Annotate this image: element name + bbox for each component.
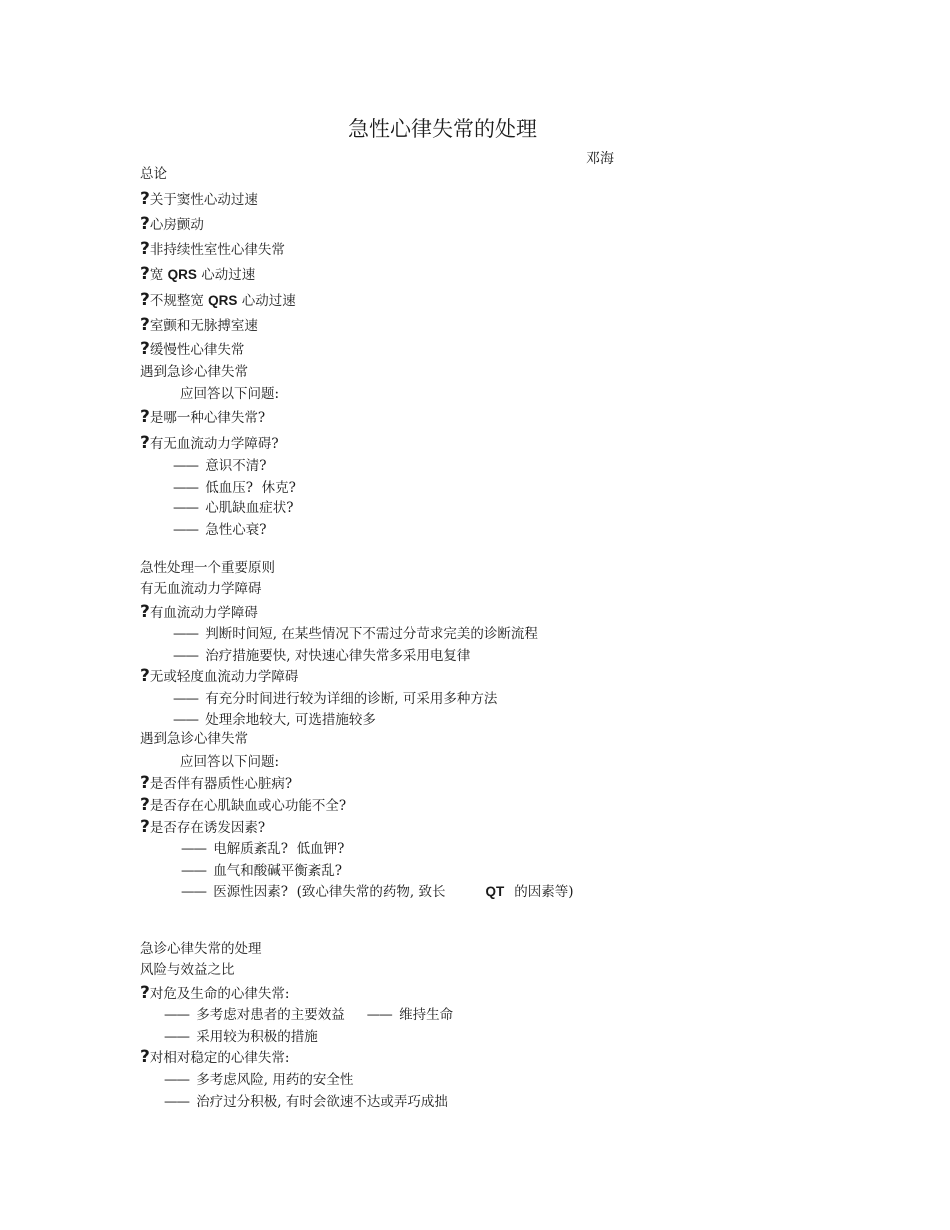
sub-list-item: —— 处理余地较大, 可选措施较多 (173, 712, 376, 728)
list-item: ?非持续性室性心律失常 (140, 239, 285, 259)
sub-list-item: —— 多考虑风险, 用药的安全性 (164, 1072, 354, 1088)
section-heading-er1: 遇到急诊心律失常 (140, 364, 248, 380)
list-item: ?不规整宽 QRS 心动过速 (140, 290, 296, 310)
sub-list-item: —— 有充分时间进行较为详细的诊断, 可采用多种方法 (173, 691, 498, 707)
list-item: ?是否伴有器质性心脏病? (140, 773, 293, 793)
list-item: ?缓慢性心律失常 (140, 339, 245, 359)
sub-list-item: —— 治疗措施要快, 对快速心律失常多采用电复律 (173, 648, 471, 664)
sub-list-item: —— 多考虑对患者的主要效益 —— 维持生命 (164, 1007, 454, 1023)
sub-list-item: —— 血气和酸碱平衡紊乱? (181, 863, 343, 879)
list-item: ?无或轻度血流动力学障碍 (140, 666, 299, 686)
list-item: ?有无血流动力学障碍? (140, 433, 279, 453)
list-item: ?对危及生命的心律失常: (140, 983, 290, 1003)
section-subheading: 有无血流动力学障碍 (140, 581, 262, 597)
sub-list-item: —— 医源性因素? (致心律失常的药物, 致长 QT 的因素等) (181, 884, 574, 900)
section-heading-overview: 总论 (140, 166, 167, 182)
document-author: 邓海 (586, 151, 614, 167)
sub-list-item: —— 低血压? 休克? (173, 480, 296, 496)
sub-list-item: —— 采用较为积极的措施 (164, 1029, 318, 1045)
section-intro: 应回答以下问题: (180, 754, 280, 770)
list-item: ?宽 QRS 心动过速 (140, 264, 256, 284)
sub-list-item: —— 电解质紊乱? 低血钾? (181, 841, 345, 857)
sub-list-item: —— 急性心衰? (173, 522, 267, 538)
list-item: ?对相对稳定的心律失常: (140, 1047, 290, 1067)
list-item: ?是否存在诱发因素? (140, 817, 266, 837)
list-item: ?关于窦性心动过速 (140, 189, 258, 209)
sub-list-item: —— 心肌缺血症状? (173, 500, 294, 516)
list-item: ?是否存在心肌缺血或心功能不全? (140, 795, 347, 815)
list-item: ?有血流动力学障碍 (140, 602, 258, 622)
document-title: 急性心律失常的处理 (348, 117, 537, 141)
section-intro: 应回答以下问题: (180, 386, 280, 402)
list-item: ?是哪一种心律失常? (140, 407, 266, 427)
section-heading-er2: 遇到急诊心律失常 (140, 731, 248, 747)
list-item: ?心房颤动 (140, 214, 204, 234)
section-subheading: 风险与效益之比 (140, 962, 235, 978)
section-heading-principle: 急性处理一个重要原则 (140, 560, 275, 576)
sub-list-item: —— 治疗过分积极, 有时会欲速不达或弄巧成拙 (164, 1094, 448, 1110)
sub-list-item: —— 判断时间短, 在某些情况下不需过分苛求完美的诊断流程 (173, 626, 538, 642)
list-item: ?室颤和无脉搏室速 (140, 315, 258, 335)
sub-list-item: —— 意识不清? (173, 458, 267, 474)
section-heading-treatment: 急诊心律失常的处理 (140, 941, 262, 957)
